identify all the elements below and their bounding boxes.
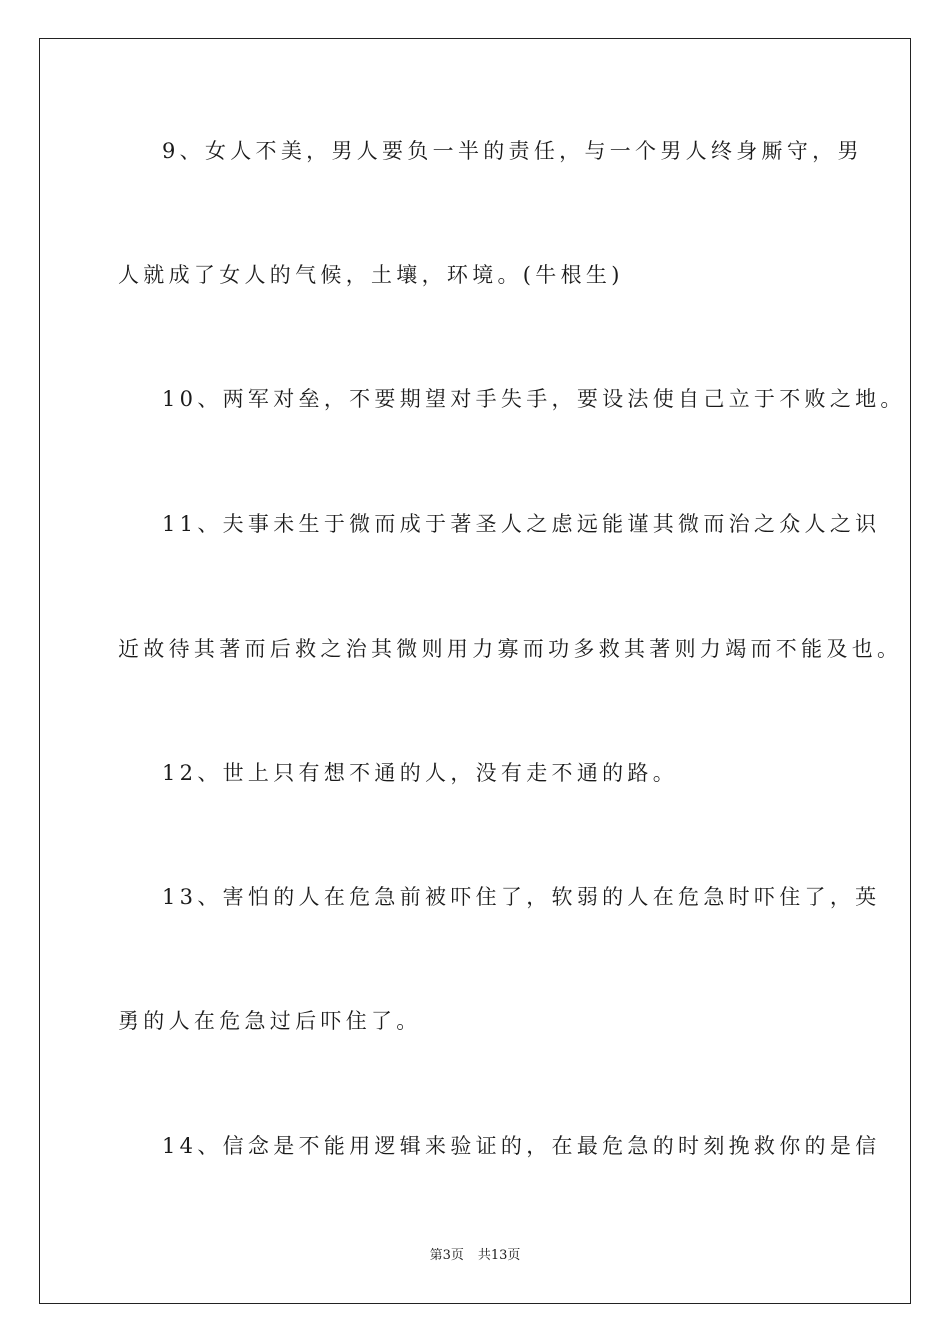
paragraph-13-line-2: 勇的人在危急过后吓住了。 — [118, 1009, 422, 1033]
page-border — [39, 38, 911, 1304]
paragraph-9-line-2: 人就成了女人的气候，土壤，环境。(牛根生) — [118, 263, 624, 287]
paragraph-11-line-2: 近故待其著而后救之治其微则用力寡而功多救其著则力竭而不能及也。 — [118, 637, 903, 661]
paragraph-9-line-1: 9、女人不美，男人要负一半的责任，与一个男人终身厮守，男 — [162, 139, 863, 163]
page-footer — [0, 1248, 950, 1264]
paragraph-10-line-1: 10、两军对垒，不要期望对手失手，要设法使自己立于不败之地。 — [162, 387, 906, 411]
paragraph-13-line-1: 13、害怕的人在危急前被吓住了，软弱的人在危急时吓住了，英 — [162, 885, 881, 909]
paragraph-14-line-1: 14、信念是不能用逻辑来验证的，在最危急的时刻挽救你的是信 — [162, 1134, 881, 1158]
page-number: 第3页 — [429, 1248, 464, 1263]
paragraph-11-line-1: 11、夫事未生于微而成于著圣人之虑远能谨其微而治之众人之识 — [162, 512, 881, 536]
page-total: 共13页 — [477, 1248, 521, 1263]
paragraph-12-line-1: 12、世上只有想不通的人，没有走不通的路。 — [162, 761, 679, 785]
